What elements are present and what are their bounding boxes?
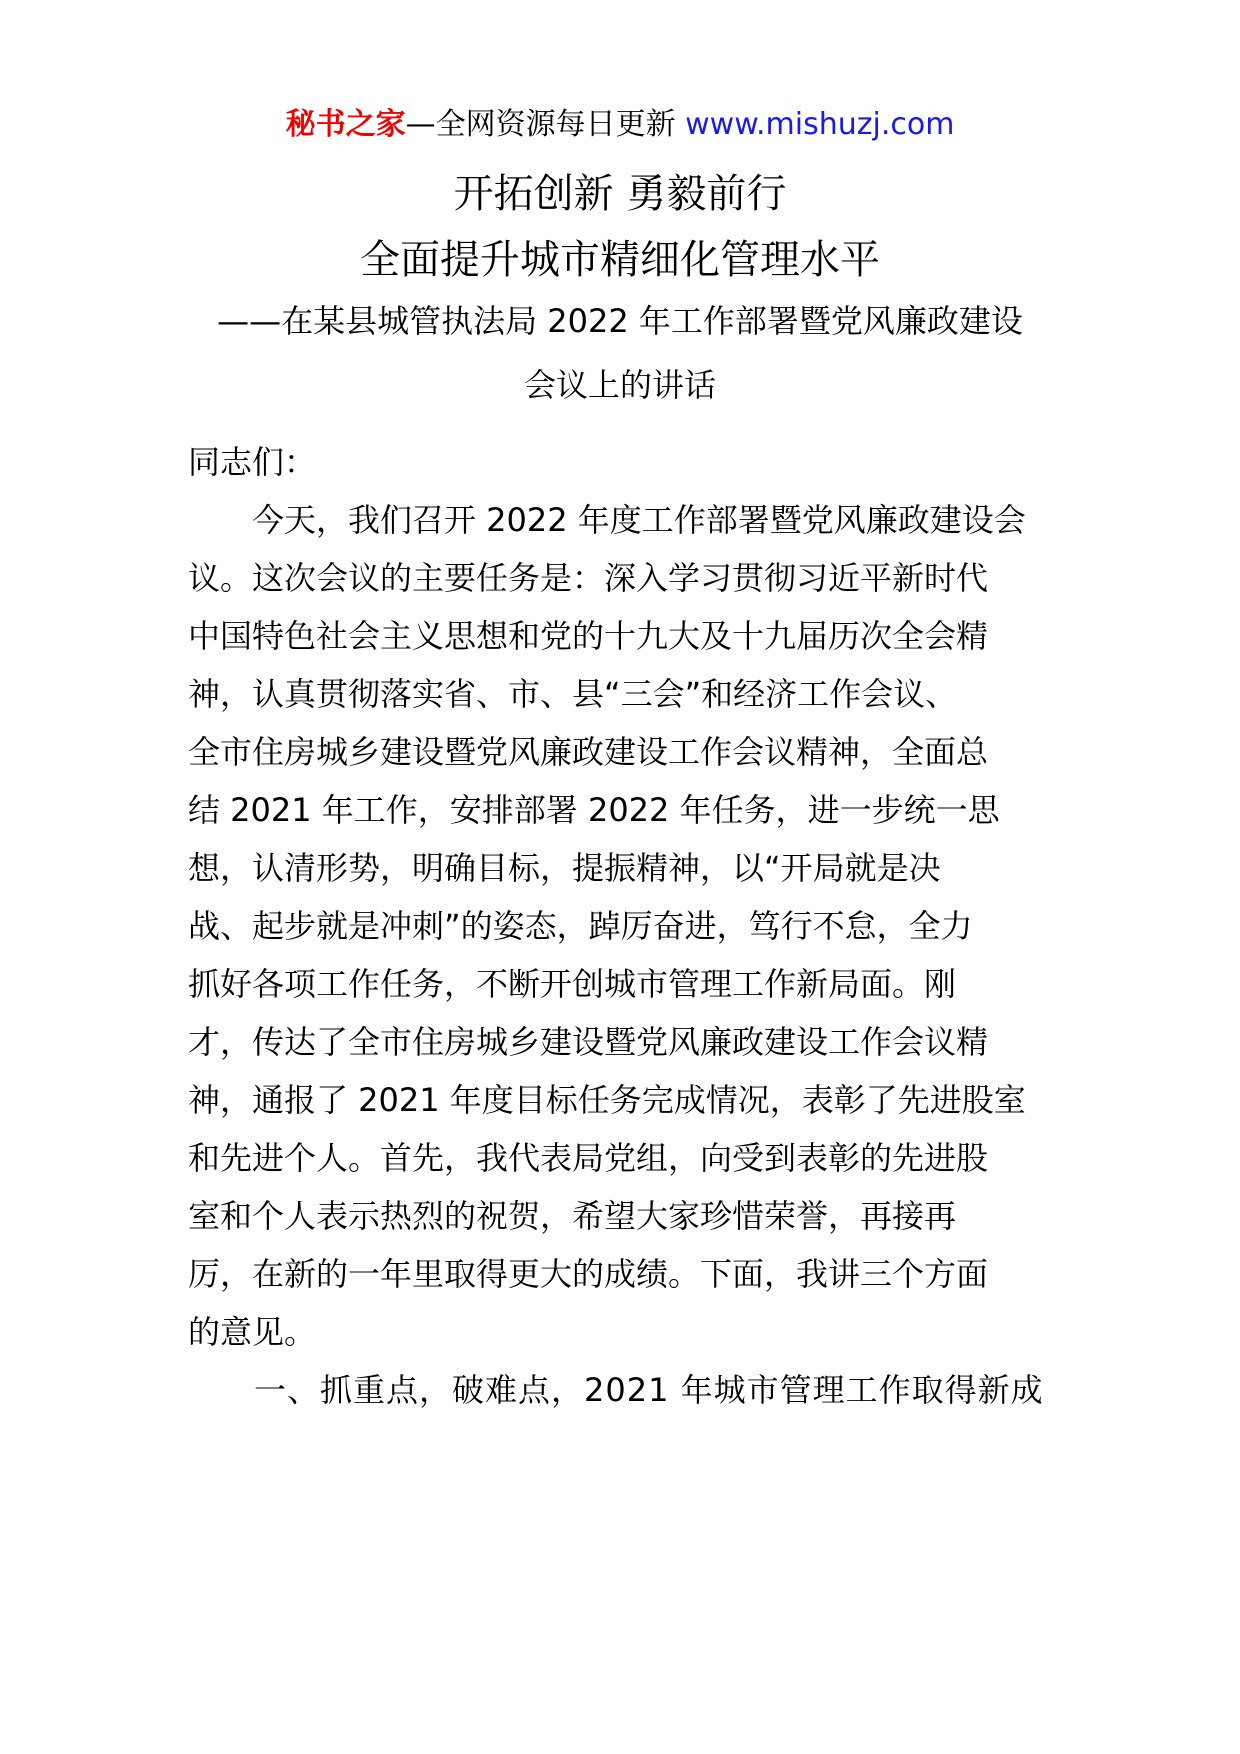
document-title-line-2: 全面提升城市精细化管理水平 — [360, 237, 880, 283]
salutation: 同志们： — [188, 443, 317, 481]
site-url-link[interactable]: www.mishuzj.com — [685, 107, 955, 142]
body-line: 想，认清形势，明确目标，提振精神，以“开局就是决 — [188, 849, 941, 887]
body-line: 议。这次会议的主要任务是：深入学习贯彻习近平新时代 — [188, 559, 989, 597]
body-line: 室和个人表示热烈的祝贺，希望大家珍惜荣誉，再接再 — [188, 1197, 957, 1235]
document-subtitle-line-2: 会议上的讲话 — [523, 366, 716, 404]
body-line: 中国特色社会主义思想和党的十九大及十九届历次全会精 — [188, 617, 989, 655]
body-line: 才，传达了全市住房城乡建设暨党风廉政建设工作会议精 — [188, 1023, 989, 1061]
body-line: 的意见。 — [188, 1313, 317, 1351]
body-line: 全市住房城乡建设暨党风廉政建设工作会议精神，全面总 — [188, 733, 989, 771]
section-heading-1: 一、抓重点，破难点，2021 年城市管理工作取得新成 — [188, 1371, 1044, 1409]
body-line: 和先进个人。首先，我代表局党组，向受到表彰的先进股 — [188, 1139, 989, 1177]
document-subtitle-line-1: ——在某县城管执法局 2022 年工作部署暨党风廉政建设 — [217, 302, 1023, 340]
body-line: 神，认真贯彻落实省、市、县“三会”和经济工作会议、 — [188, 675, 958, 713]
document-title-line-1: 开拓创新 勇毅前行 — [453, 171, 787, 217]
body-line: 抓好各项工作任务，不断开创城市管理工作新局面。刚 — [188, 965, 957, 1003]
body-line: 结 2021 年工作，安排部署 2022 年任务，进一步统一思 — [188, 791, 1000, 829]
header-slogan: —全网资源每日更新 — [405, 107, 686, 142]
body-line: 战、起步就是冲刺”的姿态，踔厉奋进，笃行不怠，全力 — [188, 907, 973, 945]
body-line: 今天，我们召开 2022 年度工作部署暨党风廉政建设会 — [188, 501, 1026, 539]
brand-name: 秘书之家 — [285, 107, 406, 142]
body-line: 神，通报了 2021 年度目标任务完成情况，表彰了先进股室 — [188, 1081, 1026, 1119]
site-header — [0, 100, 1240, 150]
body-line: 厉，在新的一年里取得更大的成绩。下面，我讲三个方面 — [188, 1255, 989, 1293]
